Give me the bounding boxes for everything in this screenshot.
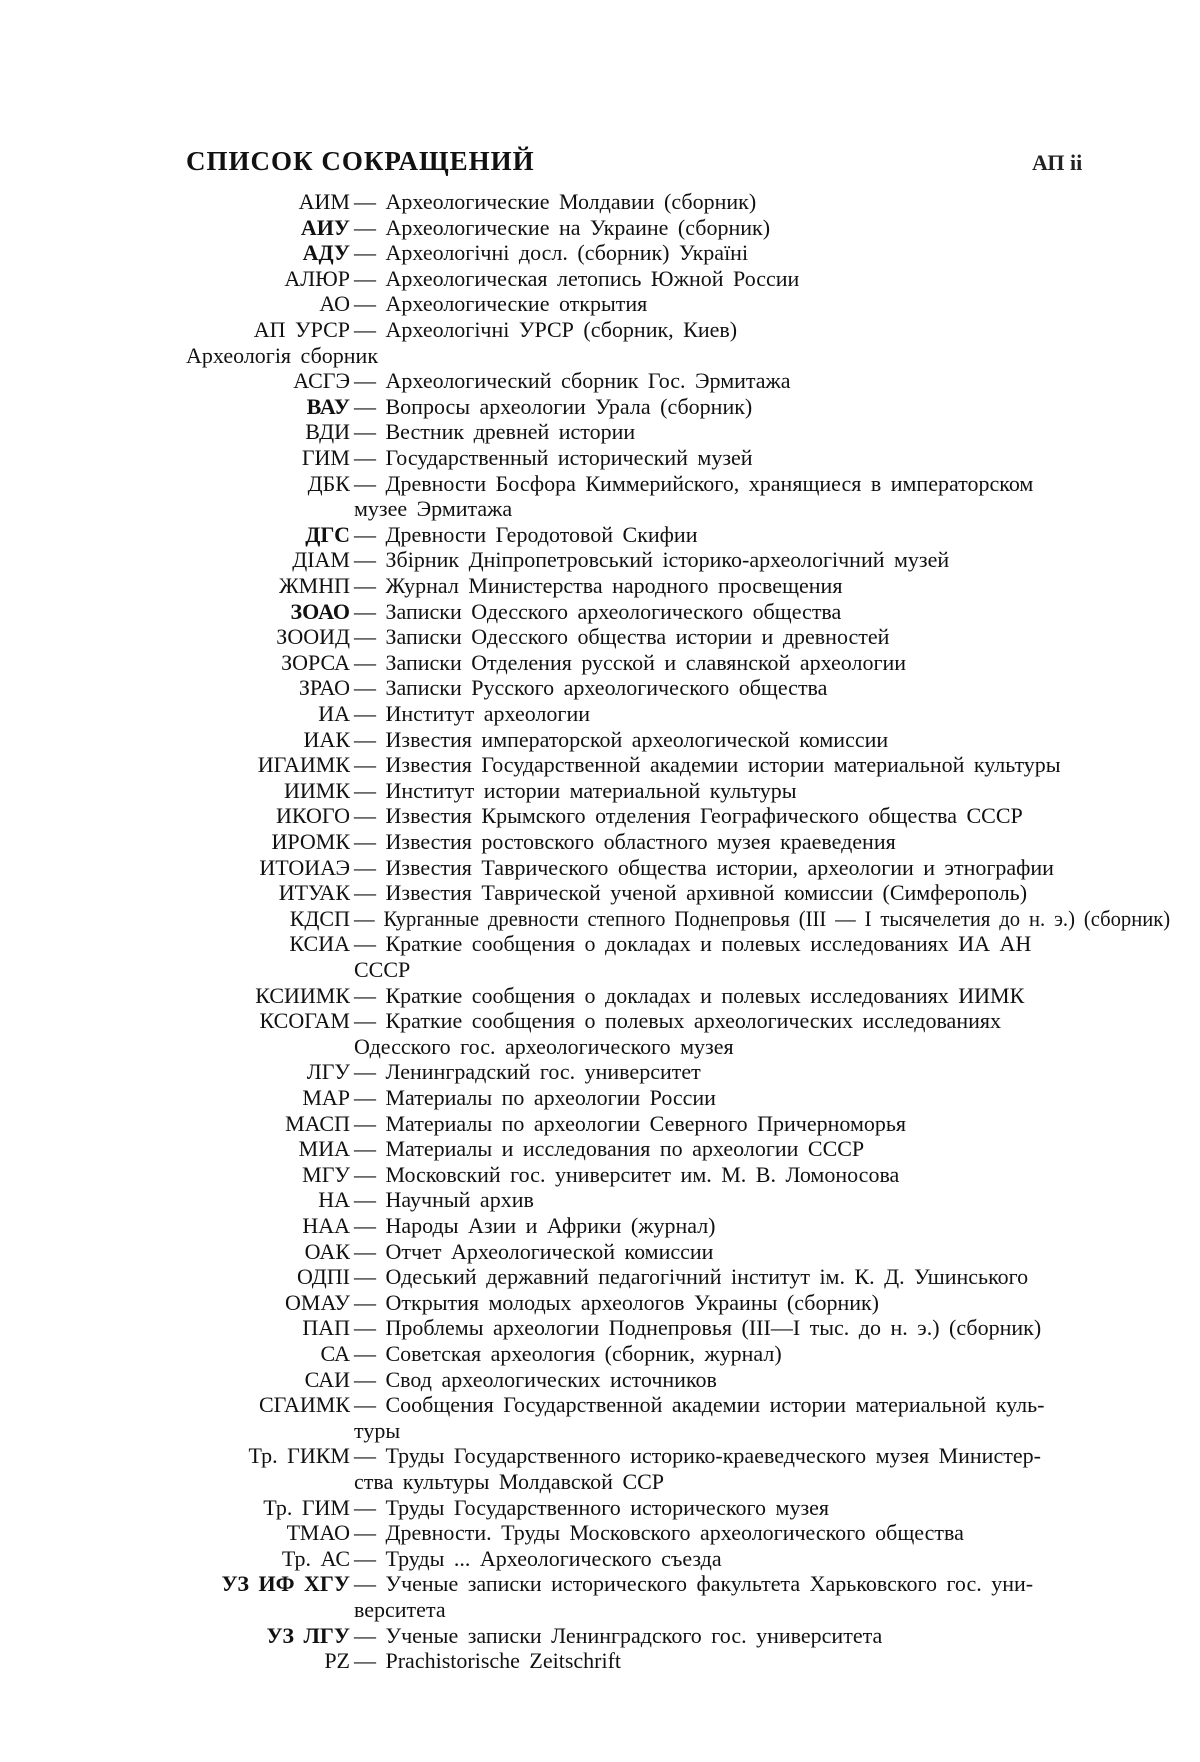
abbreviation: ЗОРСА xyxy=(281,650,350,675)
abbreviation: ОАК xyxy=(304,1239,350,1264)
abbreviation-definition: — Ленинградский гос. университет xyxy=(354,1059,701,1084)
abbreviation-entry xyxy=(0,267,1200,291)
abbreviation-definition: — Збірник Дніпропетровський історико-археологічний музей xyxy=(354,547,950,572)
abbreviation-definition: — Свод археологических источников xyxy=(354,1367,717,1392)
abbreviation-entry xyxy=(0,1649,1200,1673)
abbreviation: Тр. ГИКМ xyxy=(248,1443,350,1468)
abbreviation-entry xyxy=(0,190,1200,214)
abbreviation-entry xyxy=(0,600,1200,624)
abbreviation: Тр. ГИМ xyxy=(263,1495,350,1520)
corner-mark: АП іі xyxy=(1032,150,1083,175)
abbreviation-entry xyxy=(0,1188,1200,1212)
abbreviation-definition: — Известия императорской археологической комиссии xyxy=(354,727,889,752)
abbreviation-entry xyxy=(0,1086,1200,1110)
abbreviation-definition: — Открытия молодых археологов Украины (сборник) xyxy=(354,1290,880,1315)
abbreviation: ДГС xyxy=(305,522,350,547)
abbreviation: ИТУАК xyxy=(278,880,350,905)
abbreviation: ВДИ xyxy=(305,419,350,444)
abbreviation-entry xyxy=(0,932,1200,956)
abbreviation-entry xyxy=(0,523,1200,547)
abbreviation-entry xyxy=(0,702,1200,726)
abbreviation: МАСП xyxy=(285,1111,350,1136)
abbreviation-entry xyxy=(0,344,1200,368)
abbreviation: АЛЮР xyxy=(284,266,350,291)
abbreviation-definition: — Записки Русского археологического общества xyxy=(354,675,828,700)
abbreviation: АИМ xyxy=(298,189,350,214)
abbreviation: АО xyxy=(319,291,350,316)
abbreviation: ТМАО xyxy=(286,1520,350,1545)
abbreviation-definition: — Московский гос. университет им. М. В. Ломоносова xyxy=(354,1162,900,1187)
abbreviation: КСОГАМ xyxy=(259,1008,350,1033)
abbreviation-entry xyxy=(0,1572,1200,1596)
abbreviation: ЗОАО xyxy=(290,599,350,624)
abbreviation-entry xyxy=(0,574,1200,598)
abbreviation: АП УРСР xyxy=(253,317,350,342)
abbreviation: ДБК xyxy=(307,471,350,496)
abbreviation: ЗООИД xyxy=(276,624,350,649)
abbreviation-definition: — Отчет Археологической комиссии xyxy=(354,1239,714,1264)
abbreviation-entry xyxy=(0,804,1200,828)
abbreviation-definition: — Археологічні УРСР (сборник, Киев) xyxy=(354,317,738,342)
abbreviation-entry xyxy=(0,625,1200,649)
abbreviation-definition: — Известия Таврической ученой архивной комиссии (Симферополь) xyxy=(354,880,1028,905)
abbreviation-entry xyxy=(0,1316,1200,1340)
abbreviation-definition: — Материалы по археологии России xyxy=(354,1085,716,1110)
abbreviation-definition: — Одеський державний педагогічний інститут ім. К. Д. Ушинського xyxy=(354,1264,1029,1289)
abbreviation-definition: — Журнал Министерства народного просвещения xyxy=(354,573,843,598)
abbreviation: НАА xyxy=(302,1213,350,1238)
abbreviation-definition: — Археологические открытия xyxy=(354,291,648,316)
abbreviation-definition: — Записки Одесского общества истории и древностей xyxy=(354,624,890,649)
abbreviation-definition: — Сообщения Государственной академии истории материальной куль- xyxy=(354,1392,1045,1417)
abbreviation-entry xyxy=(0,1368,1200,1392)
abbreviation: АДУ xyxy=(302,240,350,265)
definition-continuation: Одесского гос. археологического музея xyxy=(354,1034,734,1059)
abbreviation: КСИА xyxy=(289,931,350,956)
abbreviation-definition: — Народы Азии и Африки (журнал) xyxy=(354,1213,716,1238)
abbreviation: ИА xyxy=(318,701,350,726)
abbreviation: УЗ ЛГУ xyxy=(266,1623,350,1648)
definition-continuation: музее Эрмитажа xyxy=(354,496,513,521)
abbreviation: ИАК xyxy=(303,727,350,752)
abbreviation-entry xyxy=(0,779,1200,803)
abbreviation-definition: — Древности. Труды Московского археологического общества xyxy=(354,1520,964,1545)
abbreviation-entry xyxy=(0,369,1200,393)
abbreviation-entry xyxy=(0,1112,1200,1136)
abbreviation: ПАП xyxy=(302,1315,350,1340)
abbreviation: МГУ xyxy=(302,1162,350,1187)
abbreviation-definition: — Краткие сообщения о полевых археологических исследованиях xyxy=(354,1008,1001,1033)
abbreviation-entry xyxy=(0,1624,1200,1648)
abbreviation: КСИИМК xyxy=(255,983,350,1008)
abbreviation-definition: — Вопросы археологии Урала (сборник) xyxy=(354,394,753,419)
abbreviation-entry xyxy=(0,548,1200,572)
abbreviation-definition: — Государственный исторический музей xyxy=(354,445,753,470)
abbreviation-entry xyxy=(0,728,1200,752)
abbreviation-definition: — Археологическая летопись Южной России xyxy=(354,266,800,291)
abbreviation-entry xyxy=(0,1291,1200,1315)
abbreviation: УЗ ИФ ХГУ xyxy=(221,1571,350,1596)
abbreviation-definition: — Научный архив xyxy=(354,1187,534,1212)
abbreviation-definition: — Институт истории материальной культуры xyxy=(354,778,797,803)
abbreviation-entry xyxy=(0,1060,1200,1084)
abbreviation-entry xyxy=(0,830,1200,854)
abbreviation-entry xyxy=(0,907,1200,931)
abbreviation-entry xyxy=(0,753,1200,777)
abbreviation-entry xyxy=(0,292,1200,316)
abbreviation-entry xyxy=(0,676,1200,700)
abbreviation-definition: — Археологические на Украине (сборник) xyxy=(354,215,771,240)
abbreviation-definition: Археологія сборник xyxy=(186,343,379,368)
abbreviation-entry xyxy=(0,472,1200,496)
abbreviation-definition: — Древности Геродотовой Скифии xyxy=(354,522,698,547)
abbreviation: ИГАИМК xyxy=(257,752,350,777)
abbreviation-entry xyxy=(0,1265,1200,1289)
abbreviation: МИА xyxy=(298,1136,350,1161)
abbreviation-entry xyxy=(0,420,1200,444)
abbreviation-definition: — Археологические Молдавии (сборник) xyxy=(354,189,757,214)
abbreviation-definition: — Древности Босфора Киммерийского, хранящиеся в императорском xyxy=(354,471,1034,496)
abbreviation: НА xyxy=(318,1187,350,1212)
abbreviation-definition: — Труды Государственного историко-краеведческого музея Министер- xyxy=(354,1443,1041,1468)
abbreviation-definition: — Известия Государственной академии истории материальной культуры xyxy=(354,752,1061,777)
definition-continuation: верситета xyxy=(354,1597,446,1622)
definition-continuation: ства культуры Молдавской ССР xyxy=(354,1469,665,1494)
abbreviation-definition: — Проблемы археологии Поднепровья (III—I тыс. до н. э.) (сборник) xyxy=(354,1315,1042,1340)
abbreviation-definition: — Археологический сборник Гос. Эрмитажа xyxy=(354,368,791,393)
abbreviation-entry xyxy=(0,1444,1200,1468)
abbreviation: ИРОМК xyxy=(271,829,350,854)
abbreviation-definition: — Prachistorische Zeitschrift xyxy=(354,1648,622,1673)
abbreviation-definition: — Труды Государственного исторического музея xyxy=(354,1495,830,1520)
abbreviation-definition: — Материалы по археологии Северного Причерноморья xyxy=(354,1111,907,1136)
definition-continuation: туры xyxy=(354,1418,401,1443)
abbreviation-entry xyxy=(0,1163,1200,1187)
abbreviation: СА xyxy=(320,1341,350,1366)
page-title: СПИСОК СОКРАЩЕНИЙ xyxy=(186,146,535,176)
abbreviation-definition: — Записки Одесского археологического общества xyxy=(354,599,842,624)
abbreviation: АИУ xyxy=(300,215,350,240)
abbreviation-definition: — Советская археология (сборник, журнал) xyxy=(354,1341,782,1366)
abbreviation-definition: — Курганные древности степного Поднепровья (III — I тысячелетия до н. э.) (сборник) xyxy=(354,906,1171,931)
abbreviation-entry xyxy=(0,856,1200,880)
abbreviation: ЗРАО xyxy=(298,675,350,700)
abbreviation: ЖМНП xyxy=(278,573,350,598)
abbreviation-entry xyxy=(0,318,1200,342)
abbreviation-definition: — Известия ростовского областного музея краеведения xyxy=(354,829,896,854)
abbreviation-entry xyxy=(0,1496,1200,1520)
abbreviation-entry xyxy=(0,1393,1200,1417)
abbreviation-entry xyxy=(0,881,1200,905)
abbreviation-entry xyxy=(0,1009,1200,1033)
abbreviation: МАР xyxy=(302,1085,350,1110)
abbreviation: ОДПІ xyxy=(296,1264,350,1289)
abbreviation-definition: — Известия Крымского отделения Географического общества СССР xyxy=(354,803,1023,828)
abbreviation: ИТОИАЭ xyxy=(259,855,350,880)
abbreviation-entry xyxy=(0,1137,1200,1161)
abbreviation-entry xyxy=(0,216,1200,240)
abbreviation-definition: — Археологічні досл. (сборник) Україні xyxy=(354,240,749,265)
abbreviation-definition: — Институт археологии xyxy=(354,701,590,726)
abbreviation: ИИМК xyxy=(283,778,350,803)
abbreviation: КДСП xyxy=(289,906,350,931)
abbreviation: ГИМ xyxy=(301,445,350,470)
abbreviation-definition: — Ученые записки исторического факультета Харьковского гос. уни- xyxy=(354,1571,1034,1596)
abbreviation-entry xyxy=(0,1240,1200,1264)
abbreviation: ИКОГО xyxy=(276,803,350,828)
abbreviation-definition: — Вестник древней истории xyxy=(354,419,636,444)
abbreviation: Тр. АС xyxy=(281,1546,350,1571)
abbreviation-entry xyxy=(0,241,1200,265)
abbreviation-entry xyxy=(0,446,1200,470)
abbreviation: САИ xyxy=(304,1367,350,1392)
abbreviation-definition: — Материалы и исследования по археологии СССР xyxy=(354,1136,865,1161)
abbreviation-definition: — Краткие сообщения о докладах и полевых исследованиях ИИМК xyxy=(354,983,1025,1008)
abbreviation: ЛГУ xyxy=(306,1059,350,1084)
abbreviation-definition: — Краткие сообщения о докладах и полевых исследованиях ИА АН xyxy=(354,931,1032,956)
abbreviation: ОМАУ xyxy=(285,1290,350,1315)
abbreviation: PZ xyxy=(324,1648,350,1673)
abbreviation-entry xyxy=(0,651,1200,675)
abbreviation-entry xyxy=(0,1521,1200,1545)
abbreviation-entry xyxy=(0,1214,1200,1238)
abbreviation-entry xyxy=(0,395,1200,419)
abbreviation: ВАУ xyxy=(306,394,350,419)
abbreviation: ДІАМ xyxy=(292,547,350,572)
abbreviation-entry xyxy=(0,1547,1200,1571)
abbreviation: СГАИМК xyxy=(258,1392,350,1417)
abbreviation-entry xyxy=(0,1342,1200,1366)
abbreviation-entry xyxy=(0,984,1200,1008)
abbreviation-definition: — Ученые записки Ленинградского гос. университета xyxy=(354,1623,883,1648)
abbreviation-definition: — Известия Таврического общества истории, археологии и этнографии xyxy=(354,855,1054,880)
abbreviation-definition: — Труды ... Археологического съезда xyxy=(354,1546,722,1571)
definition-continuation: СССР xyxy=(354,957,411,982)
abbreviation-definition: — Записки Отделения русской и славянской археологии xyxy=(354,650,907,675)
abbreviation: АСГЭ xyxy=(293,368,350,393)
